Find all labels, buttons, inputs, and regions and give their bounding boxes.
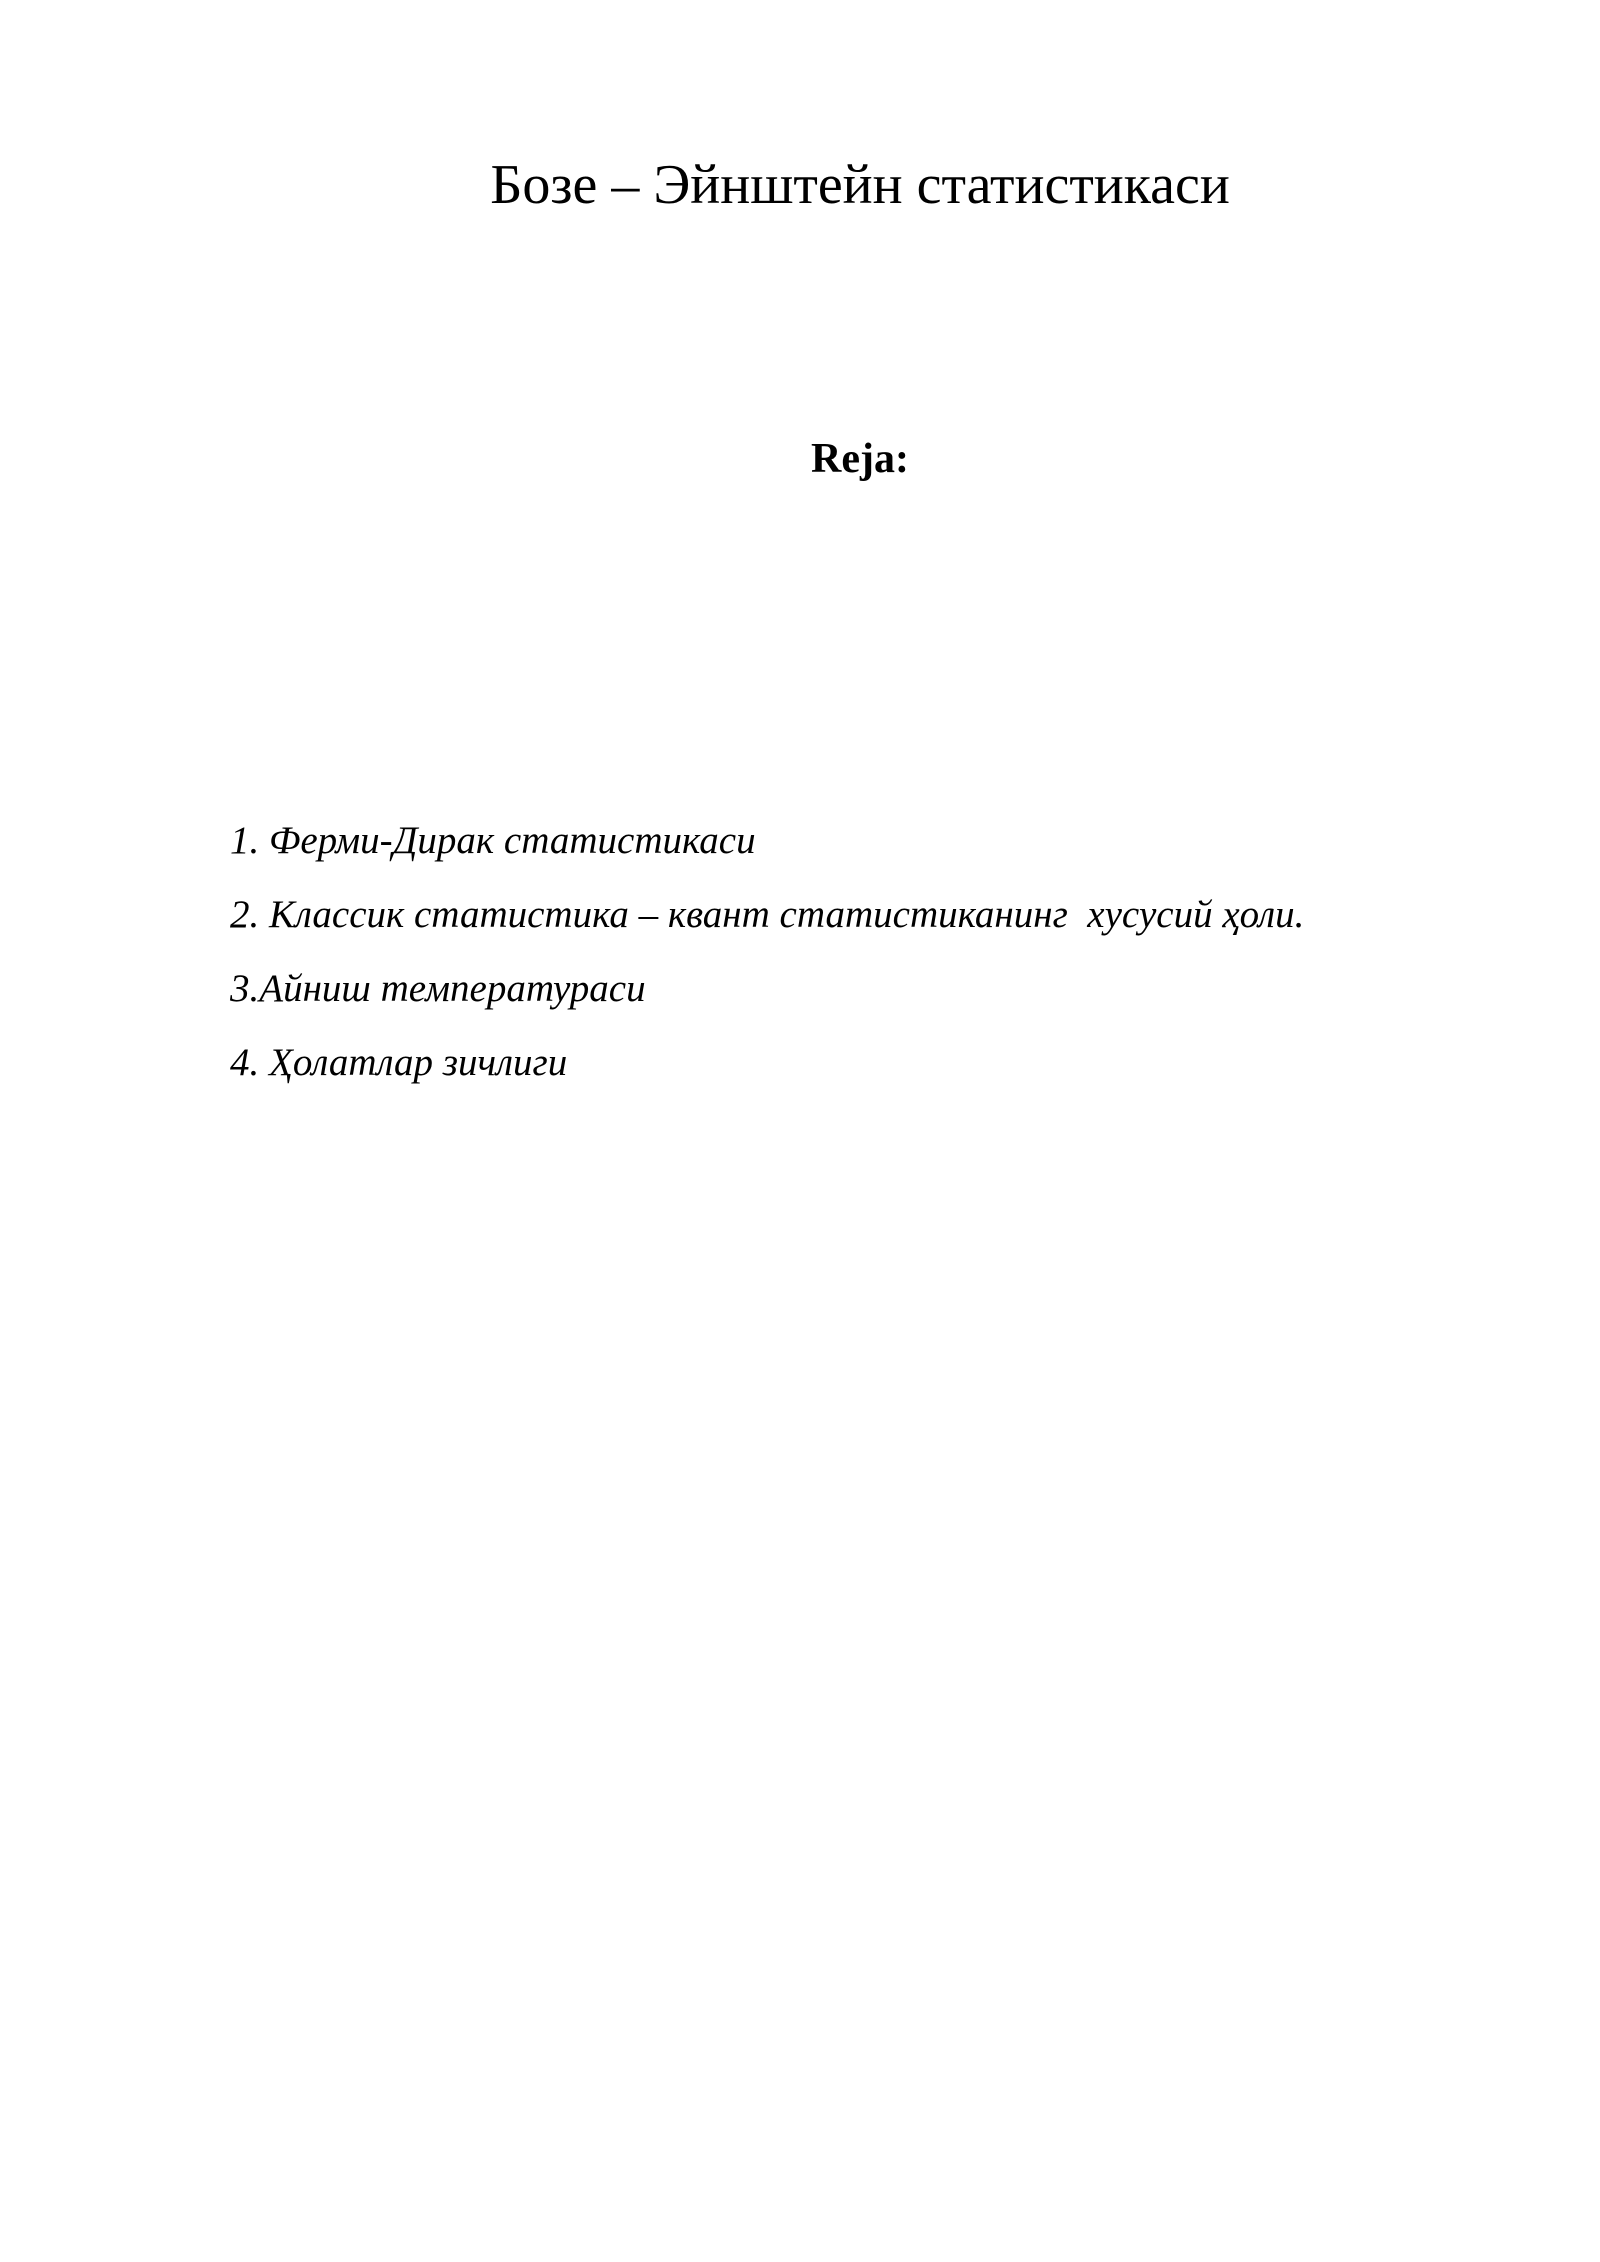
plan-item-3: 3.Айниш температураси: [230, 967, 646, 1010]
page-title: Бозе – Эйнштейн статистикаси: [490, 154, 1230, 216]
plan-item-2: 2. Классик статистика – квант статистиканинг хусусий ҳоли.: [230, 893, 1305, 936]
plan-heading: Reja:: [811, 436, 909, 482]
plan-list: [230, 816, 1530, 1112]
plan-item-4: 4. Ҳолатлар зичлиги: [230, 1041, 568, 1084]
plan-item-1: 1. Ферми-Дирак статистикаси: [230, 819, 756, 862]
